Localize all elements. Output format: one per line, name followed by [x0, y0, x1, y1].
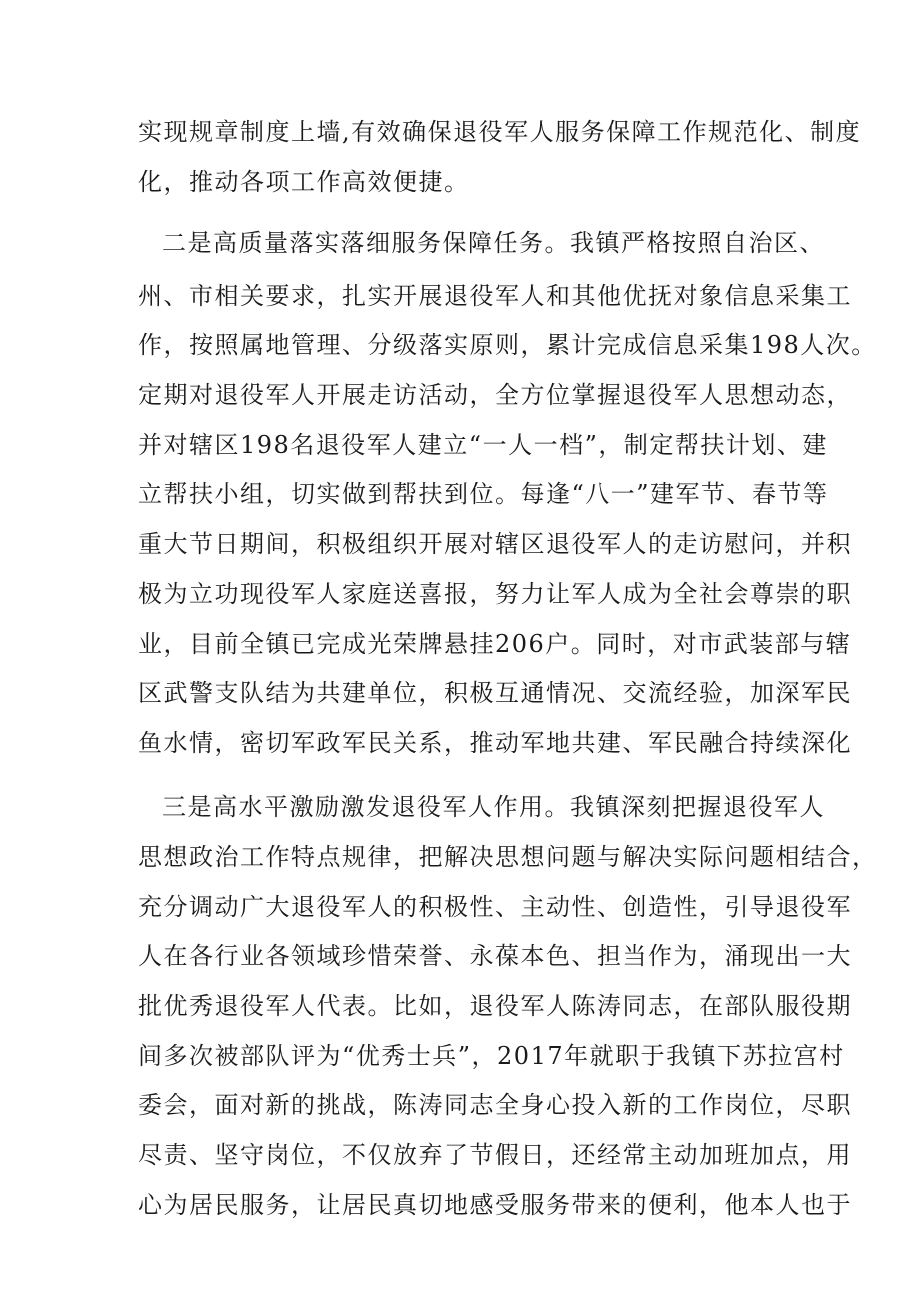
paragraph-2-line-4: 定期对退役军人开展走访活动，全方位掌握退役军人思想动态，	[138, 381, 852, 409]
paragraph-3-line-3: 充分调动广大退役军人的积极性、主动性、创造性，引导退役军	[138, 893, 852, 921]
paragraph-3-line-1: 三是高水平激励激发退役军人作用。我镇深刻把握退役军人	[162, 793, 825, 821]
paragraph-1-line-2: 化，推动各项工作高效便捷。	[138, 168, 470, 196]
paragraph-3-line-5: 批优秀退役军人代表。比如，退役军人陈涛同志，在部队服役期	[138, 992, 852, 1020]
paragraph-2-line-5: 并对辖区198名退役军人建立“一人一档”，制定帮扶计划、建	[138, 431, 828, 459]
paragraph-3-line-9: 心为居民服务，让居民真切地感受服务带来的便利，他本人也于	[138, 1191, 852, 1219]
paragraph-2-line-9: 业，目前全镇已完成光荣牌悬挂206户。同时，对市武装部与辖	[138, 630, 852, 658]
paragraph-2-line-7: 重大节日期间，积极组织开展对辖区退役军人的走访慰问，并积	[138, 530, 852, 558]
paragraph-2-line-8: 极为立功现役军人家庭送喜报，努力让军人成为全社会尊崇的职	[138, 580, 852, 608]
paragraph-3-line-7: 委会，面对新的挑战，陈涛同志全身心投入新的工作岗位，尽职	[138, 1091, 852, 1119]
paragraph-2-line-1: 二是高质量落实落细服务保障任务。我镇严格按照自治区、	[162, 229, 825, 257]
paragraph-2-line-2: 州、市相关要求，扎实开展退役军人和其他优抚对象信息采集工	[138, 282, 852, 310]
paragraph-3-line-4: 人在各行业各领域珍惜荣誉、永葆本色、担当作为，涌现出一大	[138, 942, 852, 970]
paragraph-2-line-10: 区武警支队结为共建单位，积极互通情况、交流经验，加深军民	[138, 679, 852, 707]
paragraph-1-line-1: 实现规章制度上墙,有效确保退役军人服务保障工作规范化、制度	[138, 118, 862, 146]
paragraph-2-line-6: 立帮扶小组，切实做到帮扶到位。每逢“八一”建军节、春节等	[138, 480, 829, 508]
paragraph-2-line-11: 鱼水情，密切军政军民关系，推动军地共建、军民融合持续深化	[138, 729, 852, 757]
paragraph-2-line-3: 作，按照属地管理、分级落实原则，累计完成信息采集198人次。	[138, 331, 877, 359]
paragraph-3-line-2: 思想政治工作特点规律，把解决思想问题与解决实际问题相结合，	[138, 843, 878, 871]
paragraph-3-line-8: 尽责、坚守岗位，不仅放弃了节假日，还经常主动加班加点，用	[138, 1141, 852, 1169]
paragraph-3-line-6: 间多次被部队评为“优秀士兵”，2017年就职于我镇下苏拉宫村	[138, 1042, 845, 1070]
